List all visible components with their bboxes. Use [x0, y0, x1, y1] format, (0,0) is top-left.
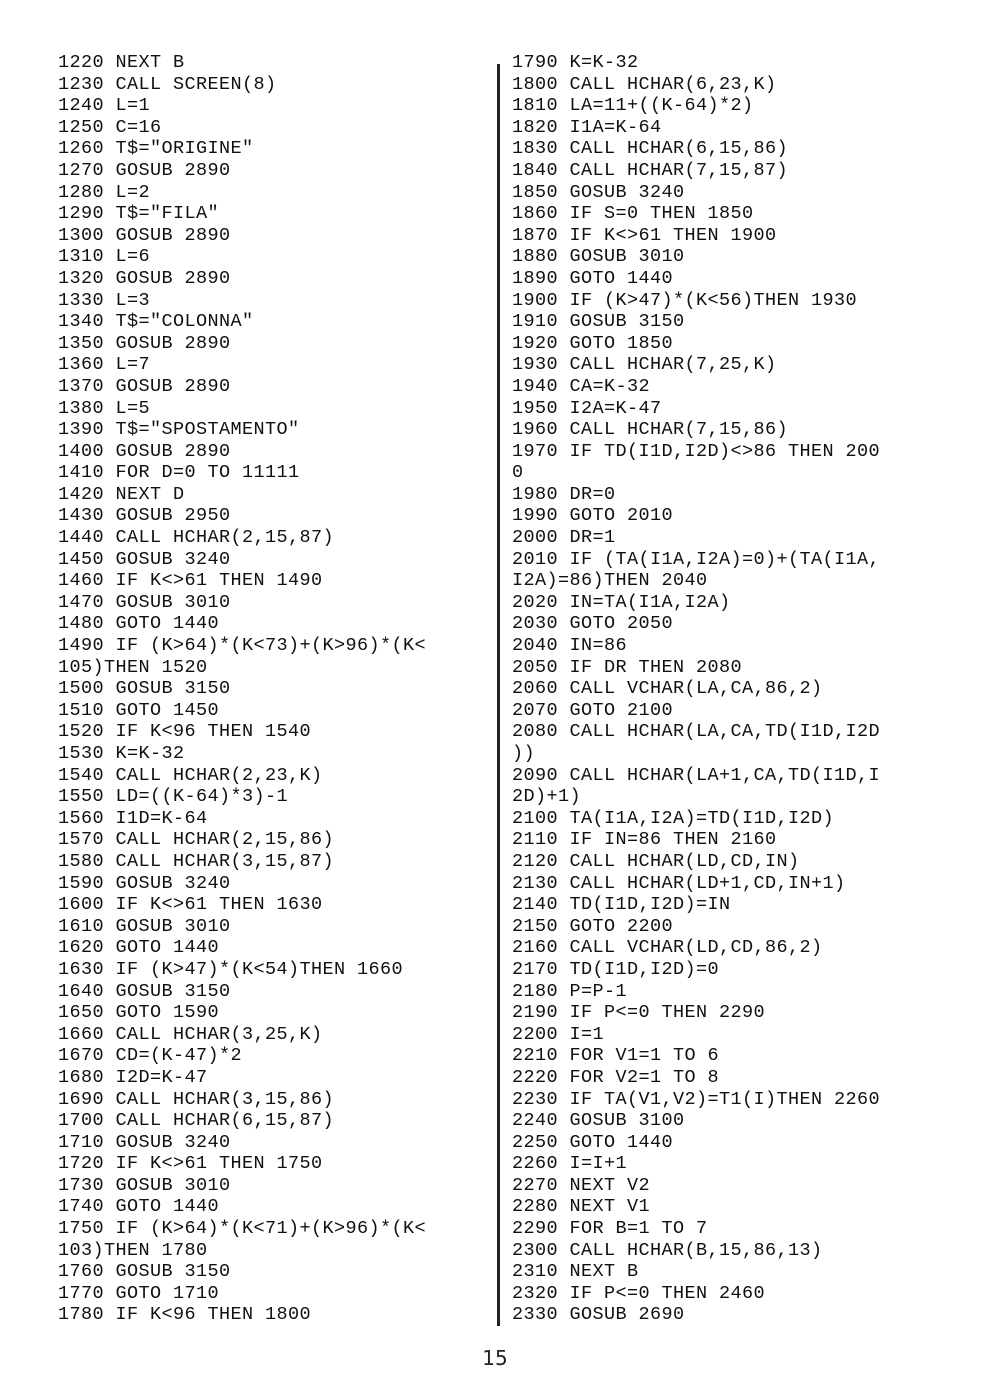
code-line: 1240 L=1 [58, 95, 151, 117]
column-divider [497, 64, 500, 1326]
code-line: 1280 L=2 [58, 181, 151, 203]
code-line: 1330 L=3 [58, 289, 151, 311]
code-line: 1730 GOSUB 3010 [58, 1174, 231, 1196]
code-line: )) [512, 743, 536, 764]
code-line: 1690 CALL HCHAR(3,15,86) [58, 1088, 335, 1110]
code-line: 1460 IF K<>61 THEN 1490 [58, 570, 323, 592]
code-line: 2290 FOR B=1 TO 7 [512, 1218, 708, 1240]
code-line: 0 [512, 462, 524, 484]
code-line: 1510 GOTO 1450 [58, 699, 220, 721]
code-line: 105)THEN 1520 [58, 656, 208, 678]
code-line: 2110 IF IN=86 THEN 2160 [512, 829, 777, 851]
code-line: 2240 GOSUB 3100 [512, 1110, 685, 1132]
code-line: 1540 CALL HCHAR(2,23,K) [58, 764, 323, 786]
code-line: 2D)+1) [512, 786, 582, 808]
code-line: 2030 GOTO 2050 [512, 613, 674, 635]
code-line: 2300 CALL HCHAR(B,15,86,13) [512, 1239, 823, 1261]
code-line: 1350 GOSUB 2890 [58, 332, 231, 354]
code-line: 1940 CA=K-32 [512, 375, 651, 397]
code-line: 1640 GOSUB 3150 [58, 980, 231, 1002]
code-line: 1880 GOSUB 3010 [512, 246, 685, 268]
code-line: 103)THEN 1780 [58, 1239, 208, 1261]
code-line: I2A)=86)THEN 2040 [512, 570, 708, 592]
code-line: 2320 IF P<=0 THEN 2460 [512, 1282, 766, 1304]
code-line: 1980 DR=0 [512, 483, 616, 505]
code-line: 1560 I1D=K-64 [58, 807, 208, 829]
code-line: 1400 GOSUB 2890 [58, 440, 231, 462]
code-line: 1500 GOSUB 3150 [58, 678, 231, 700]
code-line: 2220 FOR V2=1 TO 8 [512, 1066, 720, 1088]
code-line: 1320 GOSUB 2890 [58, 267, 231, 289]
code-line: 2190 IF P<=0 THEN 2290 [512, 1002, 766, 1024]
code-line: 1390 T$="SPOSTAMENTO" [58, 419, 300, 441]
code-line: 2060 CALL VCHAR(LA,CA,86,2) [512, 678, 823, 700]
code-line: 2050 IF DR THEN 2080 [512, 656, 743, 678]
code-line: 1300 GOSUB 2890 [58, 224, 231, 246]
code-line: 1820 I1A=K-64 [512, 116, 662, 138]
code-line: 2310 NEXT B [512, 1261, 639, 1283]
code-line: 1220 NEXT B [58, 52, 185, 73]
code-line: 1450 GOSUB 3240 [58, 548, 231, 570]
code-line: 1490 IF (K>64)*(K<73)+(K>96)*(K< [58, 635, 427, 657]
code-line: 1250 C=16 [58, 116, 162, 138]
code-line: 2230 IF TA(V1,V2)=T1(I)THEN 2260 [512, 1088, 881, 1110]
code-line: 1530 K=K-32 [58, 743, 185, 764]
code-line: 2170 TD(I1D,I2D)=0 [512, 958, 720, 980]
code-line: 1630 IF (K>47)*(K<54)THEN 1660 [58, 958, 404, 980]
listing-left-column [58, 52, 488, 1326]
code-line: 1610 GOSUB 3010 [58, 915, 231, 937]
code-line: 1780 IF K<96 THEN 1800 [58, 1304, 312, 1326]
code-line: 1670 CD=(K-47)*2 [58, 1045, 243, 1067]
code-line: 1570 CALL HCHAR(2,15,86) [58, 829, 335, 851]
code-line: 1770 GOTO 1710 [58, 1282, 220, 1304]
code-line: 1720 IF K<>61 THEN 1750 [58, 1153, 323, 1175]
code-line: 1430 GOSUB 2950 [58, 505, 231, 527]
code-line: 2140 TD(I1D,I2D)=IN [512, 894, 731, 916]
code-line: 1860 IF S=0 THEN 1850 [512, 203, 754, 225]
code-line: 1840 CALL HCHAR(7,15,87) [512, 159, 789, 181]
code-line: 1800 CALL HCHAR(6,23,K) [512, 73, 777, 95]
code-line: 1520 IF K<96 THEN 1540 [58, 721, 312, 743]
code-line: 1440 CALL HCHAR(2,15,87) [58, 527, 335, 549]
code-line: 2130 CALL HCHAR(LD+1,CD,IN+1) [512, 872, 846, 894]
code-line: 2260 I=I+1 [512, 1153, 628, 1175]
code-line: 1950 I2A=K-47 [512, 397, 662, 419]
code-line: 1680 I2D=K-47 [58, 1066, 208, 1088]
code-line: 1420 NEXT D [58, 483, 185, 505]
code-line: 1960 CALL HCHAR(7,15,86) [512, 419, 789, 441]
code-line: 2270 NEXT V2 [512, 1174, 651, 1196]
code-line: 2200 I=1 [512, 1023, 605, 1045]
code-line: 2280 NEXT V1 [512, 1196, 651, 1218]
code-line: 2250 GOTO 1440 [512, 1131, 674, 1153]
code-line: 2080 CALL HCHAR(LA,CA,TD(I1D,I2D [512, 721, 881, 743]
code-line: 1550 LD=((K-64)*3)-1 [58, 786, 289, 808]
code-line: 2180 P=P-1 [512, 980, 628, 1002]
code-line: 2020 IN=TA(I1A,I2A) [512, 591, 731, 613]
code-line: 2040 IN=86 [512, 635, 628, 657]
code-line: 2160 CALL VCHAR(LD,CD,86,2) [512, 937, 823, 959]
code-line: 1620 GOTO 1440 [58, 937, 220, 959]
code-line: 1470 GOSUB 3010 [58, 591, 231, 613]
listing-right-column [512, 52, 962, 1326]
code-line: 1850 GOSUB 3240 [512, 181, 685, 203]
code-line: 1810 LA=11+((K-64)*2) [512, 95, 754, 117]
code-line: 1700 CALL HCHAR(6,15,87) [58, 1110, 335, 1132]
code-line: 1790 K=K-32 [512, 52, 639, 73]
code-line: 2120 CALL HCHAR(LD,CD,IN) [512, 850, 800, 872]
code-line: 1760 GOSUB 3150 [58, 1261, 231, 1283]
code-line: 1340 T$="COLONNA" [58, 311, 254, 333]
code-line: 1910 GOSUB 3150 [512, 311, 685, 333]
code-line: 1270 GOSUB 2890 [58, 159, 231, 181]
code-line: 1310 L=6 [58, 246, 151, 268]
code-line: 2100 TA(I1A,I2A)=TD(I1D,I2D) [512, 807, 835, 829]
code-line: 1750 IF (K>64)*(K<71)+(K>96)*(K< [58, 1218, 427, 1240]
code-line: 1710 GOSUB 3240 [58, 1131, 231, 1153]
code-line: 2330 GOSUB 2690 [512, 1304, 685, 1326]
code-line: 1360 L=7 [58, 354, 151, 376]
code-line: 1380 L=5 [58, 397, 151, 419]
code-line: 1650 GOTO 1590 [58, 1002, 220, 1024]
code-line: 1920 GOTO 1850 [512, 332, 674, 354]
code-line: 1580 CALL HCHAR(3,15,87) [58, 850, 335, 872]
code-line: 2000 DR=1 [512, 527, 616, 549]
code-line: 1870 IF K<>61 THEN 1900 [512, 224, 777, 246]
code-line: 1230 CALL SCREEN(8) [58, 73, 277, 95]
code-line: 2150 GOTO 2200 [512, 915, 674, 937]
code-line: 1260 T$="ORIGINE" [58, 138, 254, 160]
code-line: 1410 FOR D=0 TO 11111 [58, 462, 300, 484]
code-line: 2010 IF (TA(I1A,I2A)=0)+(TA(I1A, [512, 548, 881, 570]
code-line: 1890 GOTO 1440 [512, 267, 674, 289]
code-line: 1590 GOSUB 3240 [58, 872, 231, 894]
code-line: 2210 FOR V1=1 TO 6 [512, 1045, 720, 1067]
code-line: 1930 CALL HCHAR(7,25,K) [512, 354, 777, 376]
code-line: 1830 CALL HCHAR(6,15,86) [512, 138, 789, 160]
code-line: 1990 GOTO 2010 [512, 505, 674, 527]
code-line: 1900 IF (K>47)*(K<56)THEN 1930 [512, 289, 858, 311]
code-line: 1370 GOSUB 2890 [58, 375, 231, 397]
code-line: 1480 GOTO 1440 [58, 613, 220, 635]
code-line: 1660 CALL HCHAR(3,25,K) [58, 1023, 323, 1045]
code-line: 1740 GOTO 1440 [58, 1196, 220, 1218]
code-line: 1970 IF TD(I1D,I2D)<>86 THEN 200 [512, 440, 881, 462]
code-line: 1290 T$="FILA" [58, 203, 220, 225]
page-number: 15 [482, 1346, 508, 1370]
code-line: 2070 GOTO 2100 [512, 699, 674, 721]
code-line: 1600 IF K<>61 THEN 1630 [58, 894, 323, 916]
code-line: 2090 CALL HCHAR(LA+1,CA,TD(I1D,I [512, 764, 881, 786]
